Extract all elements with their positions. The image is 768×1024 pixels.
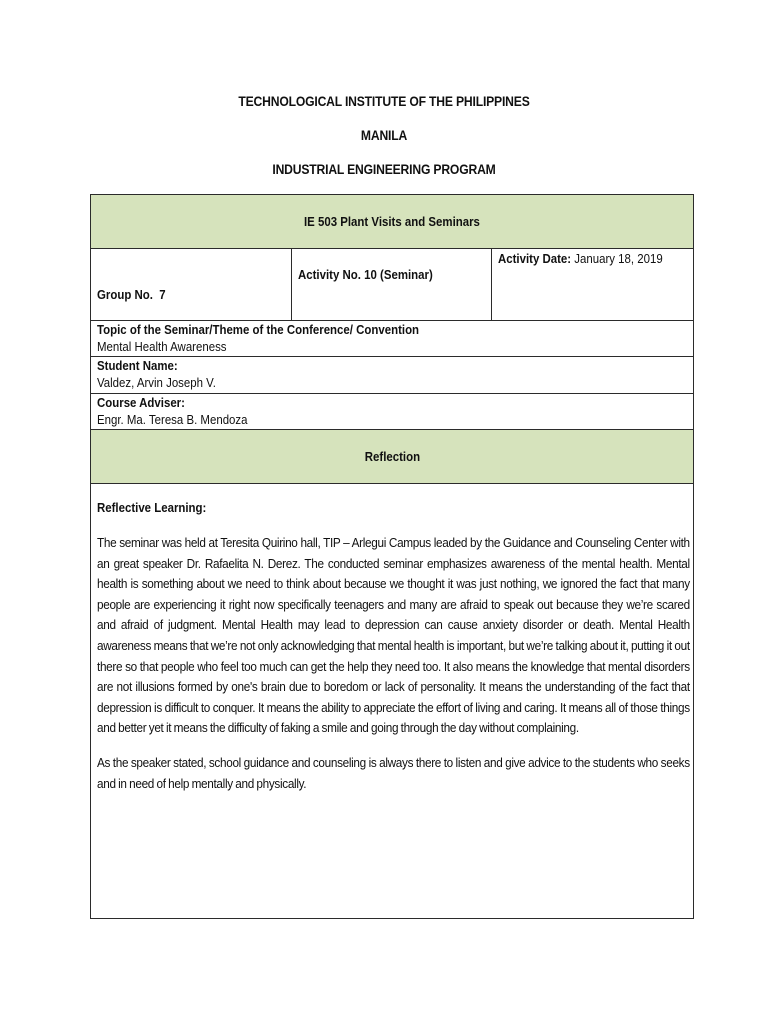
activity-no: Activity No. 10 (Seminar) xyxy=(298,267,433,282)
reflection-heading-cell xyxy=(91,430,694,484)
course-title: IE 503 Plant Visits and Seminars xyxy=(304,214,480,229)
adviser-cell xyxy=(91,394,694,430)
group-label-wrap xyxy=(97,287,166,302)
institution-title: TECHNOLOGICAL INSTITUTE OF THE PHILIPPINES xyxy=(238,94,530,109)
reflective-learning-label: Reflective Learning: xyxy=(97,500,207,515)
activity-date-label: Activity Date: xyxy=(498,251,572,266)
campus-title: MANILA xyxy=(360,128,408,143)
activity-no-cell xyxy=(292,249,492,321)
reflection-body-cell xyxy=(91,484,694,919)
adviser-value: Engr. Ma. Teresa B. Mendoza xyxy=(97,412,248,427)
group-value: 7 xyxy=(159,287,166,302)
topic-cell xyxy=(91,321,694,357)
topic-label: Topic of the Seminar/Theme of the Conference/ Convention xyxy=(97,322,420,337)
topic-value: Mental Health Awareness xyxy=(97,339,227,354)
group-cell xyxy=(91,249,292,321)
activity-date-wrap xyxy=(498,251,663,266)
course-title-cell xyxy=(91,195,694,249)
reflection-paragraph: As the speaker stated, school guidance and counseling is always there to listen and give advice to the students who seeks and in need of help mentally and physically. xyxy=(97,755,690,791)
activity-date-cell xyxy=(492,249,694,321)
activity-date-value: January 18, 2019 xyxy=(574,251,663,266)
student-cell xyxy=(91,357,694,394)
reflection-paragraph: The seminar was held at Teresita Quirino hall, TIP – Arlegui Campus leaded by the Guidance and Counseling Center with an great speaker Dr. Rafaelita N. Derez. The conducted seminar emphasizes awareness of the mental health. Mental health is something about we need to think about because we thought it was just nothing, we ignored the fact that many people are experiencing it right now specifically teenagers and many are afraid to speak out because they we’re scared and afraid of judgment. Mental Health may lead to depression can cause anxiety disorder or death. Mental Health awareness means that we’re not only acknowledging that mental health is important, but we’re talking about it, putting it out there so that people who feel too much can get the help they need too. It also means the knowledge that mental disorders are not illusions formed by one's brain due to boredom or lack of personality. It means the understanding of the fact that depression is difficult to conquer. It means the ability to appreciate the effort of living and caring. It means all of those things and better yet it means the difficulty of faking a smile and going through the day without complaining. xyxy=(97,536,690,736)
program-title: INDUSTRIAL ENGINEERING PROGRAM xyxy=(272,162,496,177)
adviser-label: Course Adviser: xyxy=(97,395,185,410)
group-label: Group No. xyxy=(97,287,153,302)
activity-form-table xyxy=(90,194,694,919)
student-value: Valdez, Arvin Joseph V. xyxy=(97,375,216,390)
student-label: Student Name: xyxy=(97,358,178,373)
reflection-heading: Reflection xyxy=(364,449,420,464)
